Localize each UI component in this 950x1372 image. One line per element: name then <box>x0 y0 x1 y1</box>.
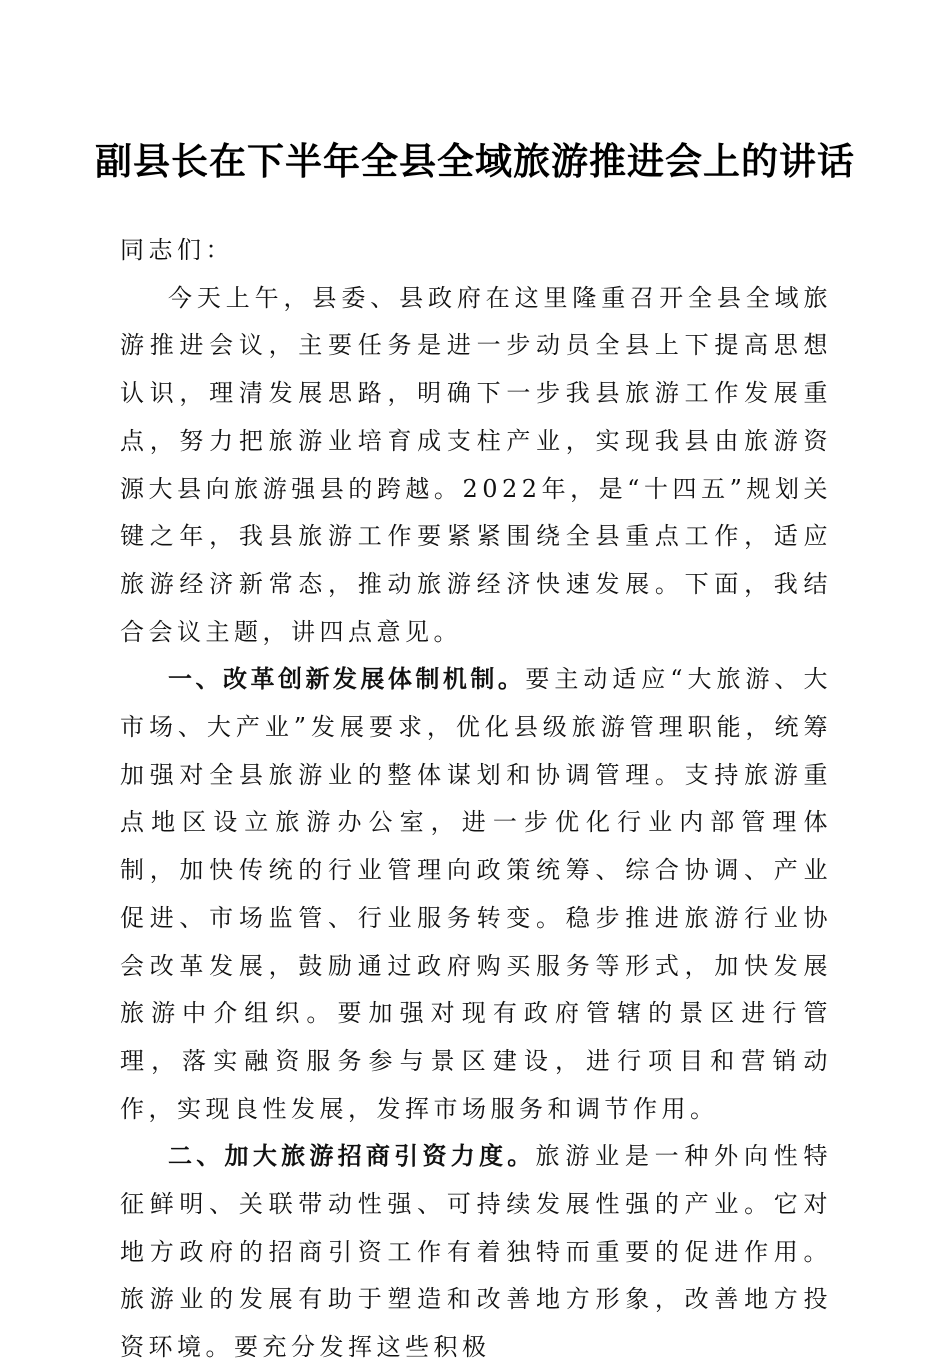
document-body <box>120 227 832 1372</box>
salutation: 同志们： <box>120 236 234 264</box>
section-text-1: 要主动适应“大旅游、大市场、大产业”发展要求，优化县级旅游管理职能，统筹加强对全县旅游业的整体谋划和协调管理。支持旅游重点地区设立旅游办公室，进一步优化行业内部管理体制，加快传统的行业管理向政策统筹、综合协调、产业促进、市场监管、行业服务转变。稳步推进旅游行业协会改革发展，鼓励通过政府购买服务等形式，加快发展旅游中介组织。要加强对现有政府管辖的景区进行管理，落实融资服务参与景区建设，进行项目和营销动作，实现良性发展，发挥市场服务和调节作用。 <box>120 665 832 1123</box>
section-text-2: 旅游业是一种外向性特征鲜明、关联带动性强、可持续发展性强的产业。它对地方政府的招商引资工作有着独特而重要的促进作用。旅游业的发展有助于塑造和改善地方形象，改善地方投资环境。要充分发挥这些积极 <box>120 1142 833 1362</box>
section-paragraph-2 <box>120 1133 832 1372</box>
intro-paragraph: 今天上午，县委、县政府在这里隆重召开全县全域旅游推进会议，主要任务是进一步动员全县上下提高思想认识，理清发展思路，明确下一步我县旅游工作发展重点，努力把旅游业培育成支柱产业，实现我县由旅游资源大县向旅游强县的跨越。2022年，是“十四五”规划关键之年，我县旅游工作要紧紧围绕全县重点工作，适应旅游经济新常态，推动旅游经济快速发展。下面，我结合会议主题，讲四点意见。 <box>120 283 832 646</box>
section-heading-2: 二、加大旅游招商引资力度。 <box>168 1142 536 1171</box>
section-paragraph-1 <box>120 656 832 1133</box>
section-heading-1: 一、改革创新发展体制机制。 <box>168 665 526 694</box>
document-title: 副县长在下半年全县全域旅游推进会上的讲话 <box>95 139 855 183</box>
